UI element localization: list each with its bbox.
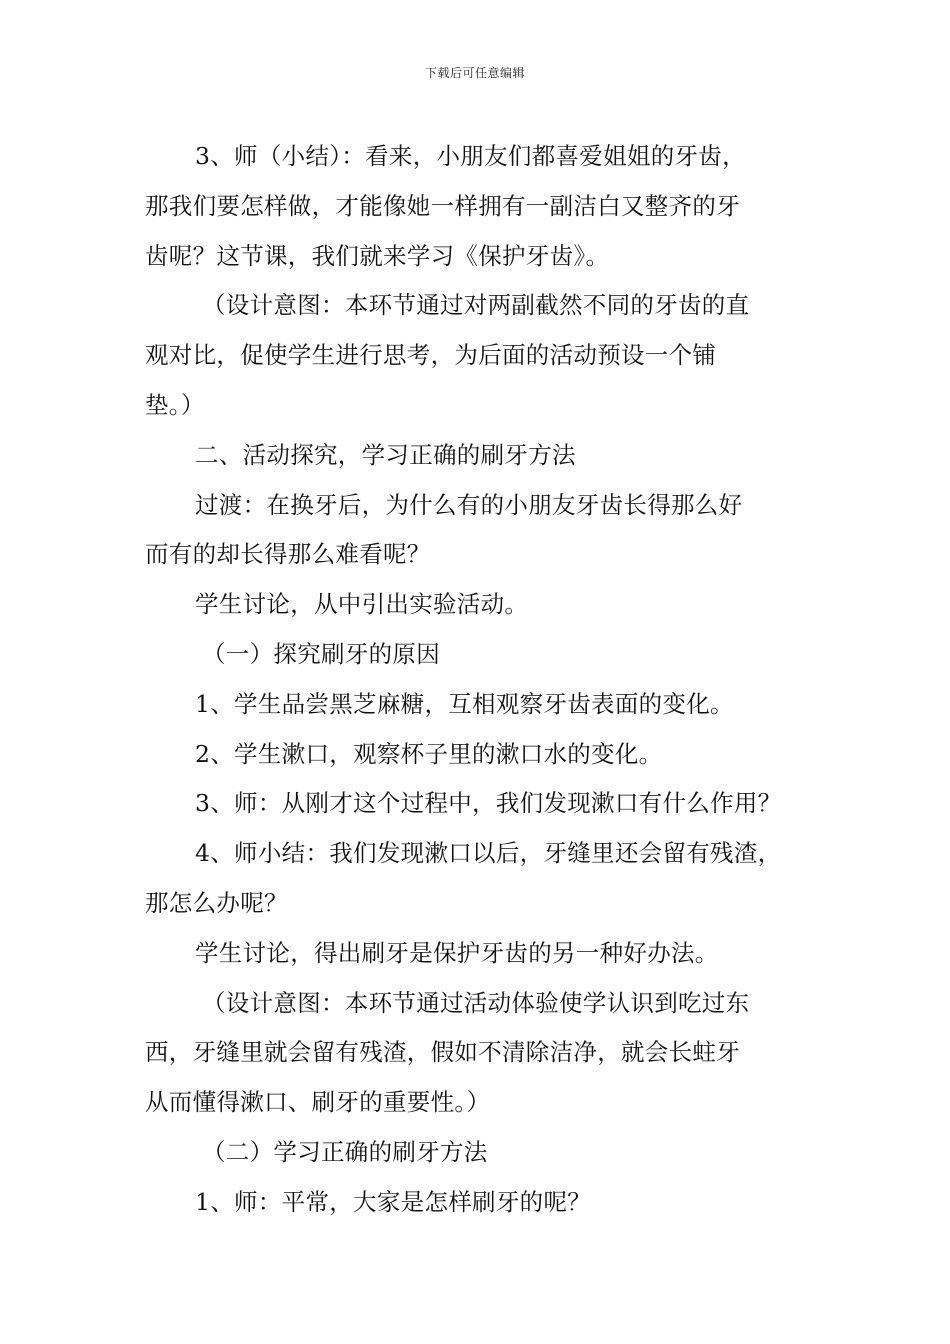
paragraph-line: 学生讨论，从中引出实验活动。 xyxy=(195,590,529,619)
paragraph-line: 那怎么办呢？ xyxy=(145,888,288,917)
paragraph-line: 1、师：平常，大家是怎样刷牙的呢？ xyxy=(195,1187,592,1216)
paragraph-line: 4、师小结：我们发现漱口以后，牙缝里还会留有残渣， xyxy=(195,839,782,868)
paragraph-line: 垫。） xyxy=(145,390,205,419)
paragraph-line: 3、师（小结）：看来，小朋友们都喜爱姐姐的牙齿， xyxy=(195,142,746,170)
section-heading: 二、活动探究，学习正确的刷牙方法 xyxy=(195,440,576,469)
paragraph-line: 那我们要怎样做，才能像她一样拥有一副洁白又整齐的牙 xyxy=(145,191,740,220)
paragraph-line: 1、学生品尝黑芝麻糖，互相观察牙齿表面的变化。 xyxy=(195,689,734,718)
paragraph-line: 齿呢？这节课，我们就来学习《保护牙齿》。 xyxy=(145,241,610,270)
paragraph-line: 2、学生漱口，观察杯子里的漱口水的变化。 xyxy=(195,739,663,768)
document-body xyxy=(145,132,809,1228)
paragraph-line: 学生讨论，得出刷牙是保护牙齿的另一种好办法。 xyxy=(195,938,719,967)
paragraph-line: （设计意图：本环节通过活动体验使学认识到吃过东 xyxy=(202,988,750,1017)
subsection-heading: （一）探究刷牙的原因 xyxy=(202,639,440,668)
subsection-heading: （二）学习正确的刷牙方法 xyxy=(202,1137,488,1166)
paragraph-line: 观对比，促使学生进行思考，为后面的活动预设一个铺 xyxy=(145,341,717,370)
paragraph-line: 西，牙缝里就会留有残渣，假如不清除洁净，就会长蛀牙 xyxy=(145,1038,740,1067)
paragraph-line: 而有的却长得那么难看呢？ xyxy=(145,540,431,569)
page-header: 下载后可任意编辑 xyxy=(424,66,525,80)
paragraph-line: 3、师：从刚才这个过程中，我们发现漱口有什么作用？ xyxy=(195,789,782,818)
paragraph-line: 从而懂得漱口、刷牙的重要性。） xyxy=(145,1088,491,1117)
paragraph-line: 过渡：在换牙后，为什么有的小朋友牙齿长得那么好 xyxy=(195,490,743,519)
paragraph-line: （设计意图：本环节通过对两副截然不同的牙齿的直 xyxy=(202,291,750,320)
